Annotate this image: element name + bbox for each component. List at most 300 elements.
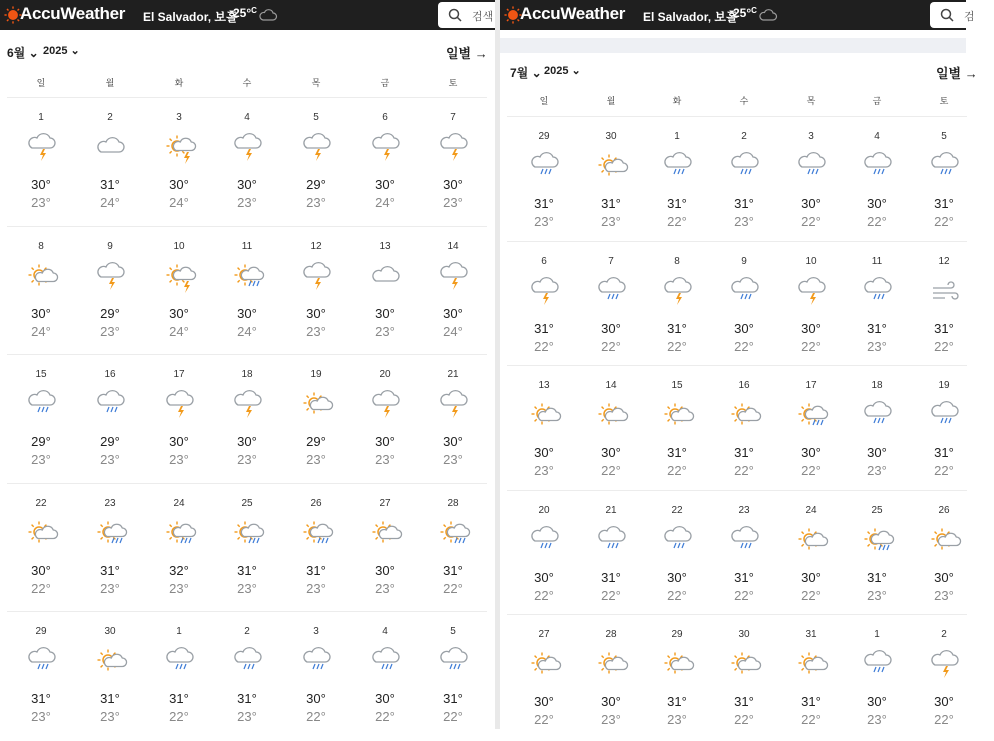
day-number: 28	[447, 497, 459, 509]
day-number: 4	[382, 626, 388, 637]
thunderstorm-icon	[234, 393, 262, 417]
low-temperature: 24°	[375, 195, 395, 210]
partly-sunny-icon	[303, 393, 331, 417]
day-number: 12	[938, 255, 950, 267]
day-number: 1	[874, 629, 880, 640]
low-temperature: 23°	[237, 195, 257, 210]
day-cell[interactable]	[583, 242, 639, 367]
high-temperature: 31°	[601, 196, 621, 211]
low-temperature: 23°	[100, 452, 120, 467]
cloudy-icon	[97, 136, 125, 160]
day-number: 4	[244, 112, 250, 123]
day-cell[interactable]	[82, 484, 138, 613]
high-temperature: 30°	[237, 305, 257, 321]
day-cell[interactable]	[13, 484, 69, 613]
high-temperature: 30°	[734, 320, 754, 336]
low-temperature: 23°	[867, 338, 887, 354]
day-cell[interactable]	[649, 242, 705, 367]
rain-icon	[731, 280, 759, 304]
low-temperature: 22°	[667, 463, 687, 478]
week-row	[7, 97, 487, 226]
day-cell[interactable]	[288, 484, 344, 613]
high-temperature: 30°	[867, 196, 887, 211]
high-temperature: 29°	[100, 305, 120, 321]
year-dropdown[interactable]: 2025 ⌄	[43, 45, 80, 57]
low-temperature: 22°	[734, 463, 754, 478]
rain-icon	[731, 529, 759, 553]
rain-icon	[598, 529, 626, 553]
day-cell[interactable]	[849, 491, 905, 616]
low-temperature: 23°	[867, 463, 887, 478]
day-number: 12	[310, 240, 322, 252]
day-number: 8	[38, 240, 44, 252]
search-icon	[940, 8, 954, 22]
day-number: 15	[35, 369, 47, 380]
week-row	[507, 241, 967, 366]
rain-icon	[731, 155, 759, 179]
day-cell[interactable]	[516, 117, 572, 242]
day-cell[interactable]	[357, 612, 413, 741]
search-box[interactable]	[438, 2, 502, 28]
day-cell[interactable]	[783, 117, 839, 242]
low-temperature: 24°	[169, 323, 189, 339]
high-temperature: 31°	[734, 694, 754, 709]
low-temperature: 23°	[601, 712, 621, 727]
day-cell[interactable]	[916, 615, 972, 740]
partly-sunny-icon	[598, 404, 626, 428]
sun-thunderstorm-icon	[166, 136, 194, 160]
high-temperature: 30°	[375, 305, 395, 321]
low-temperature: 23°	[237, 709, 257, 724]
low-temperature: 22°	[734, 587, 754, 603]
low-temperature: 22°	[667, 587, 687, 603]
high-temperature: 30°	[443, 177, 463, 192]
low-temperature: 22°	[443, 580, 463, 596]
low-temperature: 22°	[601, 463, 621, 478]
day-cell[interactable]	[151, 612, 207, 741]
day-number: 3	[176, 112, 182, 123]
rain-icon	[864, 404, 892, 428]
day-number: 11	[241, 240, 253, 252]
day-cell[interactable]	[13, 227, 69, 356]
low-temperature: 22°	[801, 214, 821, 229]
search-box[interactable]	[930, 2, 994, 28]
partly-sunny-icon	[97, 650, 125, 674]
day-cell[interactable]	[151, 98, 207, 227]
rain-icon	[531, 529, 559, 553]
day-number: 14	[605, 380, 617, 391]
day-cell[interactable]	[425, 484, 481, 613]
day-number: 5	[941, 131, 947, 142]
daily-view-link[interactable]: 일별 →	[936, 66, 978, 81]
high-temperature: 31°	[443, 562, 463, 578]
high-temperature: 31°	[237, 691, 257, 706]
day-cell[interactable]	[649, 491, 705, 616]
day-cell[interactable]	[357, 98, 413, 227]
day-cell[interactable]	[516, 366, 572, 491]
sun-showers-icon	[234, 522, 262, 546]
day-cell[interactable]	[516, 615, 572, 740]
week-row	[7, 226, 487, 355]
day-number: 21	[605, 504, 617, 516]
day-number: 22	[671, 504, 683, 516]
day-number: 7	[608, 255, 614, 267]
day-cell[interactable]	[916, 491, 972, 616]
weekday-label: 수	[739, 96, 749, 106]
low-temperature: 22°	[801, 712, 821, 727]
day-cell[interactable]	[82, 612, 138, 741]
day-cell[interactable]	[516, 242, 572, 367]
week-row	[507, 365, 967, 490]
day-cell[interactable]	[783, 366, 839, 491]
high-temperature: 30°	[601, 445, 621, 460]
low-temperature: 23°	[443, 195, 463, 210]
day-number: 5	[450, 626, 456, 637]
weekday-header-row	[7, 72, 487, 92]
day-number: 1	[38, 112, 44, 123]
partly-sunny-icon	[798, 653, 826, 677]
day-number: 14	[447, 240, 459, 252]
day-cell[interactable]	[288, 612, 344, 741]
high-temperature: 30°	[867, 445, 887, 460]
low-temperature: 23°	[734, 214, 754, 229]
day-cell[interactable]	[219, 355, 275, 484]
day-number: 19	[938, 380, 950, 391]
day-cell[interactable]	[849, 242, 905, 367]
rain-icon	[28, 650, 56, 674]
day-cell[interactable]	[716, 242, 772, 367]
day-number: 16	[104, 369, 116, 380]
weekday-label: 금	[380, 78, 390, 88]
high-temperature: 31°	[801, 694, 821, 709]
low-temperature: 23°	[534, 463, 554, 478]
rain-icon	[372, 650, 400, 674]
month-dropdown[interactable]: 6월 ⌄	[7, 46, 39, 60]
high-temperature: 30°	[534, 445, 554, 460]
low-temperature: 23°	[375, 323, 395, 339]
weekday-label: 수	[242, 78, 252, 88]
day-number: 18	[871, 380, 883, 391]
search-icon	[448, 8, 462, 22]
day-cell[interactable]	[583, 615, 639, 740]
low-temperature: 23°	[306, 580, 326, 596]
high-temperature: 31°	[867, 320, 887, 336]
rain-icon	[798, 155, 826, 179]
day-cell[interactable]	[219, 98, 275, 227]
day-cell[interactable]	[13, 98, 69, 227]
day-cell[interactable]	[288, 355, 344, 484]
rain-icon	[598, 280, 626, 304]
low-temperature: 23°	[100, 323, 120, 339]
day-number: 25	[241, 497, 253, 509]
day-number: 30	[104, 626, 116, 637]
month-dropdown[interactable]: 7월 ⌄	[510, 66, 542, 80]
sun-thunderstorm-icon	[166, 265, 194, 289]
low-temperature: 23°	[31, 709, 51, 724]
high-temperature: 31°	[934, 196, 954, 211]
low-temperature: 22°	[934, 463, 954, 478]
high-temperature: 30°	[306, 305, 326, 321]
rain-icon	[97, 393, 125, 417]
low-temperature: 22°	[934, 338, 954, 354]
day-cell[interactable]	[649, 117, 705, 242]
weekday-label: 화	[174, 78, 184, 88]
partly-sunny-icon	[931, 529, 959, 553]
low-temperature: 23°	[31, 195, 51, 210]
partly-sunny-icon	[664, 404, 692, 428]
day-number: 20	[538, 504, 550, 516]
day-cell[interactable]	[219, 227, 275, 356]
low-temperature: 22°	[801, 338, 821, 354]
day-number: 5	[313, 112, 319, 123]
year-dropdown[interactable]: 2025 ⌄	[544, 65, 581, 77]
low-temperature: 23°	[667, 712, 687, 727]
low-temperature: 23°	[867, 712, 887, 727]
day-cell[interactable]	[649, 615, 705, 740]
weekday-label: 월	[105, 78, 115, 88]
day-cell[interactable]	[783, 491, 839, 616]
rain-icon	[664, 529, 692, 553]
arrow-right-icon: →	[964, 66, 978, 81]
day-cell[interactable]	[716, 615, 772, 740]
day-number: 2	[244, 626, 250, 637]
day-cell[interactable]	[716, 366, 772, 491]
day-number: 29	[671, 629, 683, 640]
week-row	[507, 116, 967, 241]
day-number: 18	[241, 369, 253, 380]
high-temperature: 31°	[534, 196, 554, 211]
day-cell[interactable]	[357, 227, 413, 356]
high-temperature: 31°	[934, 320, 954, 336]
day-number: 1	[176, 626, 182, 637]
thunderstorm-icon	[97, 265, 125, 289]
partly-sunny-icon	[531, 404, 559, 428]
month-selector-bar	[0, 38, 495, 66]
thunderstorm-icon	[303, 136, 331, 160]
partly-sunny-icon	[531, 653, 559, 677]
high-temperature: 30°	[934, 694, 954, 709]
day-cell[interactable]	[916, 242, 972, 367]
high-temperature: 30°	[801, 569, 821, 585]
chevron-down-icon: ⌄	[28, 46, 39, 60]
day-number: 10	[173, 240, 185, 252]
high-temperature: 30°	[375, 691, 395, 706]
chevron-down-icon: ⌄	[531, 66, 542, 80]
high-temperature: 30°	[375, 434, 395, 449]
brand-name[interactable]: AccuWeather	[20, 4, 126, 23]
day-cell[interactable]	[82, 355, 138, 484]
partly-sunny-icon	[731, 653, 759, 677]
day-number: 17	[173, 369, 185, 380]
low-temperature: 23°	[169, 452, 189, 467]
thunderstorm-icon	[166, 393, 194, 417]
high-temperature: 30°	[169, 177, 189, 192]
day-cell[interactable]	[583, 117, 639, 242]
rain-icon	[864, 280, 892, 304]
partly-sunny-icon	[28, 522, 56, 546]
low-temperature: 22°	[601, 338, 621, 354]
high-temperature: 31°	[667, 196, 687, 211]
day-cell[interactable]	[151, 355, 207, 484]
brand-name[interactable]: AccuWeather	[520, 4, 626, 23]
low-temperature: 23°	[443, 452, 463, 467]
day-number: 30	[605, 131, 617, 142]
low-temperature: 23°	[237, 452, 257, 467]
day-cell[interactable]	[783, 615, 839, 740]
low-temperature: 22°	[667, 214, 687, 229]
rain-icon	[531, 155, 559, 179]
day-cell[interactable]	[82, 227, 138, 356]
day-number: 26	[938, 504, 950, 516]
current-temperature[interactable]: 25°$^C$	[233, 6, 257, 20]
high-temperature: 31°	[100, 177, 120, 192]
location-name[interactable]: El Salvador, 보홀	[143, 10, 238, 24]
week-row	[7, 611, 487, 740]
day-cell[interactable]	[425, 355, 481, 484]
day-number: 21	[447, 369, 459, 380]
low-temperature: 24°	[237, 323, 257, 339]
high-temperature: 31°	[31, 691, 51, 706]
low-temperature: 23°	[867, 587, 887, 603]
day-number: 13	[379, 240, 391, 252]
day-number: 27	[379, 497, 391, 509]
day-number: 23	[738, 504, 750, 516]
high-temperature: 30°	[306, 691, 326, 706]
high-temperature: 31°	[934, 445, 954, 460]
day-number: 2	[941, 629, 947, 640]
day-cell[interactable]	[716, 117, 772, 242]
low-temperature: 22°	[375, 709, 395, 724]
day-number: 3	[808, 131, 814, 142]
thunderstorm-icon	[931, 653, 959, 677]
day-cell[interactable]	[13, 612, 69, 741]
day-number: 6	[382, 112, 388, 123]
high-temperature: 29°	[100, 434, 120, 449]
search-placeholder: 검색	[472, 11, 494, 23]
high-temperature: 30°	[237, 177, 257, 192]
low-temperature: 22°	[534, 338, 554, 354]
weekday-label: 월	[606, 96, 616, 106]
day-cell[interactable]	[849, 615, 905, 740]
day-cell[interactable]	[151, 227, 207, 356]
day-cell[interactable]	[219, 484, 275, 613]
weekday-label: 화	[672, 96, 682, 106]
low-temperature: 23°	[601, 214, 621, 229]
day-cell[interactable]	[649, 366, 705, 491]
day-cell[interactable]	[916, 366, 972, 491]
day-cell[interactable]	[219, 612, 275, 741]
day-cell[interactable]	[516, 491, 572, 616]
day-number: 22	[35, 497, 47, 509]
thunderstorm-icon	[28, 136, 56, 160]
high-temperature: 30°	[601, 694, 621, 709]
day-cell[interactable]	[288, 227, 344, 356]
day-number: 30	[738, 629, 750, 640]
low-temperature: 22°	[601, 587, 621, 603]
day-cell[interactable]	[425, 612, 481, 741]
calendar-panel-june	[0, 0, 495, 729]
partly-sunny-icon	[598, 155, 626, 179]
low-temperature: 22°	[306, 709, 326, 724]
day-cell[interactable]	[288, 98, 344, 227]
day-number: 28	[605, 629, 617, 640]
weekday-label: 토	[939, 96, 949, 106]
daily-view-link[interactable]: 일별 →	[446, 46, 488, 61]
weekday-label: 일	[36, 78, 46, 88]
day-number: 24	[805, 504, 817, 516]
high-temperature: 30°	[601, 320, 621, 336]
rain-icon	[234, 650, 262, 674]
day-number: 15	[671, 380, 683, 391]
location-name[interactable]: El Salvador, 보홀	[643, 10, 738, 24]
high-temperature: 30°	[169, 434, 189, 449]
low-temperature: 22°	[31, 580, 51, 596]
rain-icon	[864, 155, 892, 179]
day-cell[interactable]	[583, 366, 639, 491]
current-temperature[interactable]: 25°$^C$	[733, 6, 757, 20]
low-temperature: 23°	[169, 580, 189, 596]
thunderstorm-icon	[440, 393, 468, 417]
day-number: 2	[107, 112, 113, 123]
day-number: 31	[805, 629, 817, 640]
low-temperature: 22°	[534, 712, 554, 727]
chevron-down-icon: ⌄	[571, 65, 581, 77]
day-number: 4	[874, 131, 880, 142]
day-cell[interactable]	[583, 491, 639, 616]
rain-icon	[28, 393, 56, 417]
day-number: 8	[674, 255, 680, 267]
day-cell[interactable]	[849, 366, 905, 491]
rain-icon	[931, 155, 959, 179]
day-cell[interactable]	[357, 484, 413, 613]
partly-sunny-icon	[664, 653, 692, 677]
high-temperature: 30°	[169, 305, 189, 321]
day-cell[interactable]	[425, 227, 481, 356]
windy-icon	[931, 280, 959, 304]
day-cell[interactable]	[82, 98, 138, 227]
low-temperature: 24°	[31, 323, 51, 339]
day-cell[interactable]	[783, 242, 839, 367]
day-number: 11	[871, 255, 883, 267]
high-temperature: 31°	[443, 691, 463, 706]
thunderstorm-icon	[531, 280, 559, 304]
day-cell[interactable]	[357, 355, 413, 484]
weekday-label: 목	[806, 96, 816, 106]
week-row	[507, 614, 967, 739]
thunderstorm-icon	[372, 136, 400, 160]
day-cell[interactable]	[916, 117, 972, 242]
weekday-label: 일	[539, 96, 549, 106]
thunderstorm-icon	[440, 265, 468, 289]
day-cell[interactable]	[849, 117, 905, 242]
search-placeholder: 검	[964, 11, 975, 23]
high-temperature: 31°	[100, 691, 120, 706]
day-number: 17	[805, 380, 817, 391]
low-temperature: 23°	[934, 587, 954, 603]
rain-icon	[931, 404, 959, 428]
day-cell[interactable]	[13, 355, 69, 484]
low-temperature: 23°	[100, 709, 120, 724]
day-number: 29	[538, 131, 550, 142]
sun-showers-icon	[440, 522, 468, 546]
day-cell[interactable]	[425, 98, 481, 227]
high-temperature: 30°	[237, 434, 257, 449]
low-temperature: 23°	[306, 195, 326, 210]
high-temperature: 30°	[801, 445, 821, 460]
day-cell[interactable]	[716, 491, 772, 616]
day-cell[interactable]	[151, 484, 207, 613]
high-temperature: 30°	[667, 569, 687, 585]
